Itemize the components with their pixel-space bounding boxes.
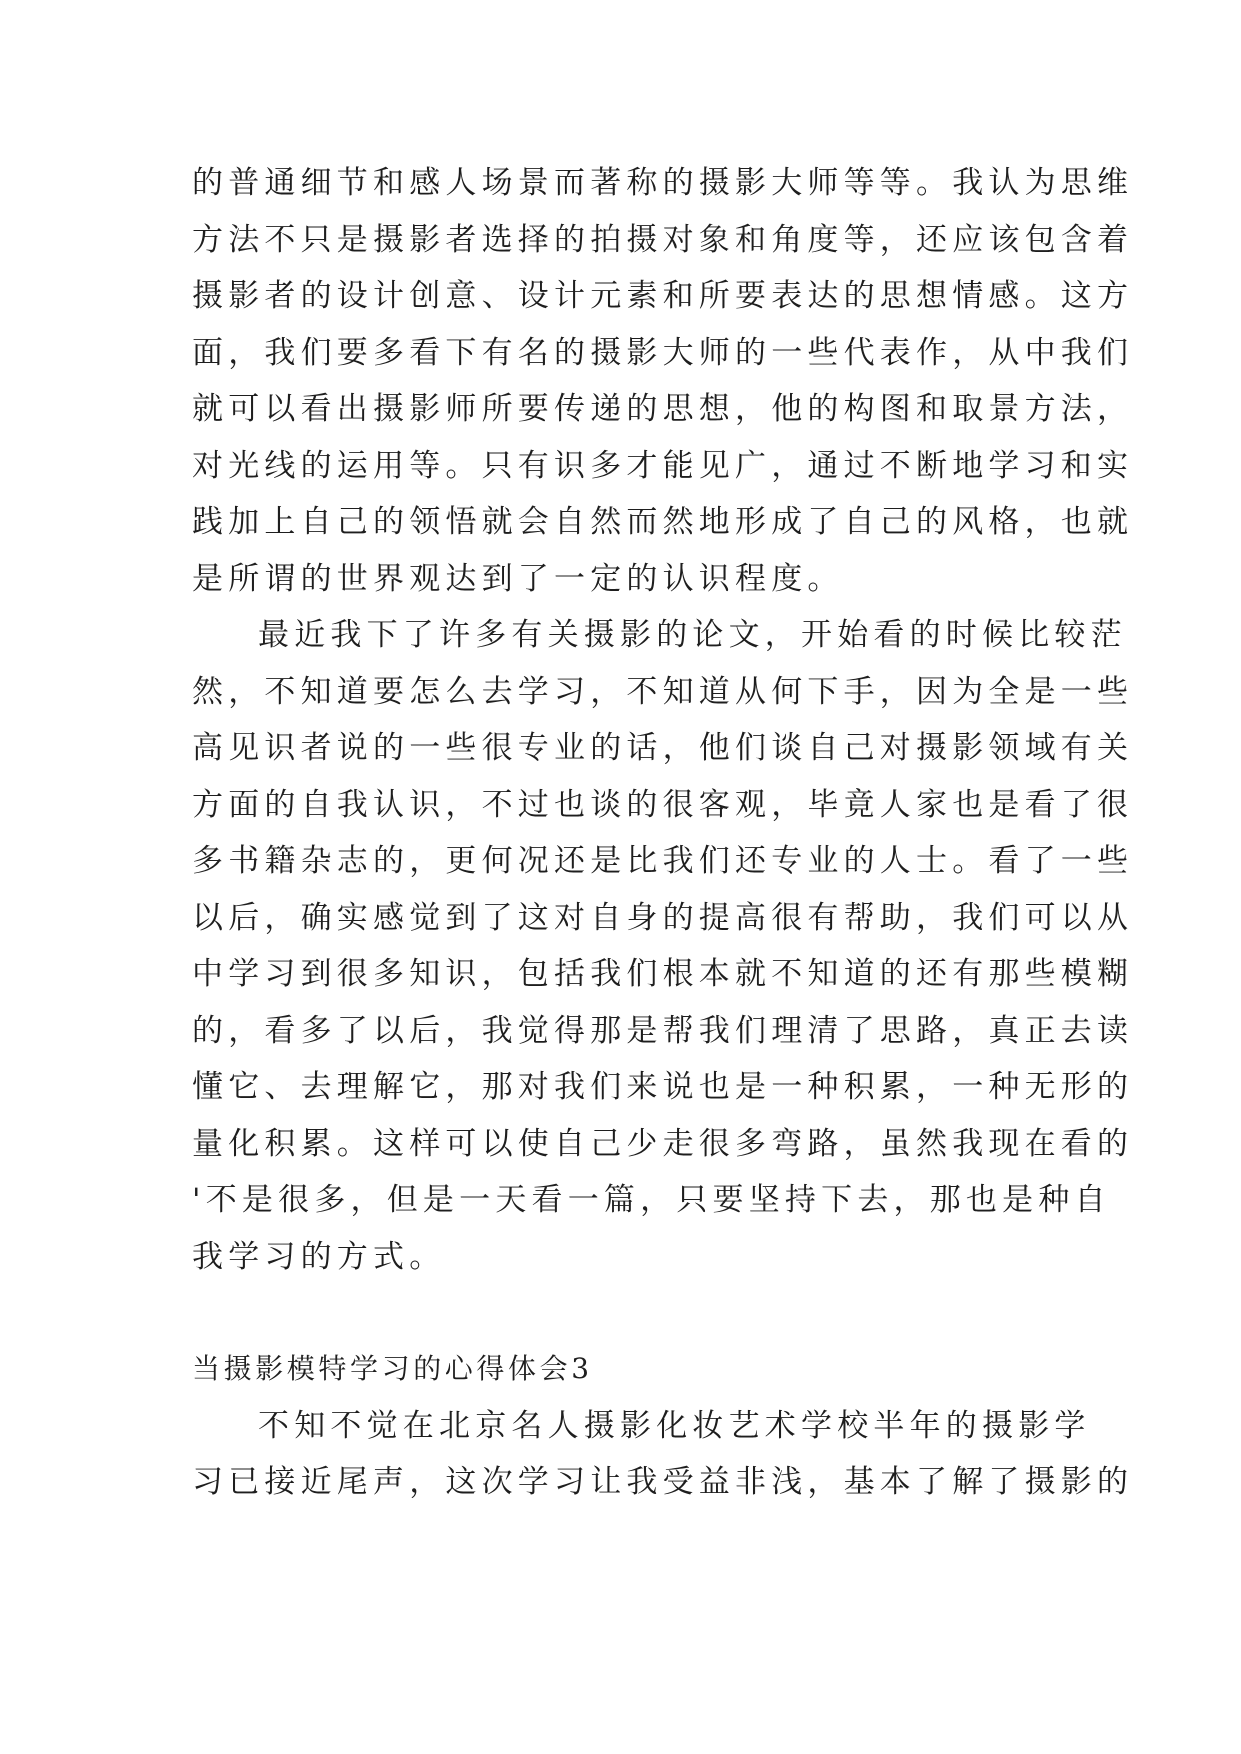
document-body (192, 155, 1134, 1511)
text-line: 对光线的运用等。只有识多才能见广，通过不断地学习和实 (192, 447, 1134, 484)
text-line: 最近我下了许多有关摄影的论文，开始看的时候比较茫 (258, 617, 1127, 653)
text-line: 多书籍杂志的，更何况还是比我们还专业的人士。看了一些 (192, 843, 1134, 879)
text-line: 我学习的方式。 (192, 1238, 446, 1275)
text-line: 量化积累。这样可以使自己少走很多弯路，虽然我现在看的 (192, 1125, 1134, 1162)
text-line: 习已接近尾声，这次学习让我受益非浅，基本了解了摄影的 (192, 1464, 1134, 1500)
text-line: 懂它、去理解它，那对我们来说也是一种积累，一种无形的 (192, 1069, 1134, 1105)
paragraph (192, 607, 1134, 1285)
paragraph (192, 155, 1134, 607)
text-line: 的普通细节和感人场景而著称的摄影大师等等。我认为思维 (192, 165, 1134, 201)
text-line: 以后，确实感觉到了这对自身的提高很有帮助，我们可以从 (192, 899, 1134, 936)
paragraph (192, 1398, 1134, 1511)
section-gap (192, 1285, 1064, 1341)
text-line: 不知不觉在北京名人摄影化妆艺术学校半年的摄影学 (258, 1407, 1091, 1444)
text-line: 方面的自我认识，不过也谈的很客观，毕竟人家也是看了很 (192, 786, 1134, 823)
text-line: 面，我们要多看下有名的摄影大师的一些代表作，从中我们 (192, 334, 1134, 371)
text-line: 践加上自己的领悟就会自然而然地形成了自己的风格，也就 (192, 504, 1134, 540)
text-line: 中学习到很多知识，包括我们根本就不知道的还有那些模糊 (192, 956, 1134, 992)
text-line: 摄影者的设计创意、设计元素和所要表达的思想情感。这方 (192, 278, 1134, 314)
section-heading: 当摄影模特学习的心得体会3 (192, 1352, 593, 1385)
text-line: 是所谓的世界观达到了一定的认识程度。 (192, 560, 844, 597)
text-line: 方法不只是摄影者选择的拍摄对象和角度等，还应该包含着 (192, 221, 1134, 258)
text-line: 就可以看出摄影师所要传递的思想，他的构图和取景方法， (192, 391, 1134, 427)
text-line: 高见识者说的一些很专业的话，他们谈自己对摄影领域有关 (192, 730, 1134, 766)
text-line: 然，不知道要怎么去学习，不知道从何下手，因为全是一些 (192, 673, 1134, 710)
text-line: '不是很多，但是一天看一篇，只要坚持下去，那也是种自 (192, 1182, 1111, 1218)
text-line: 的，看多了以后，我觉得那是帮我们理清了思路，真正去读 (192, 1012, 1134, 1049)
